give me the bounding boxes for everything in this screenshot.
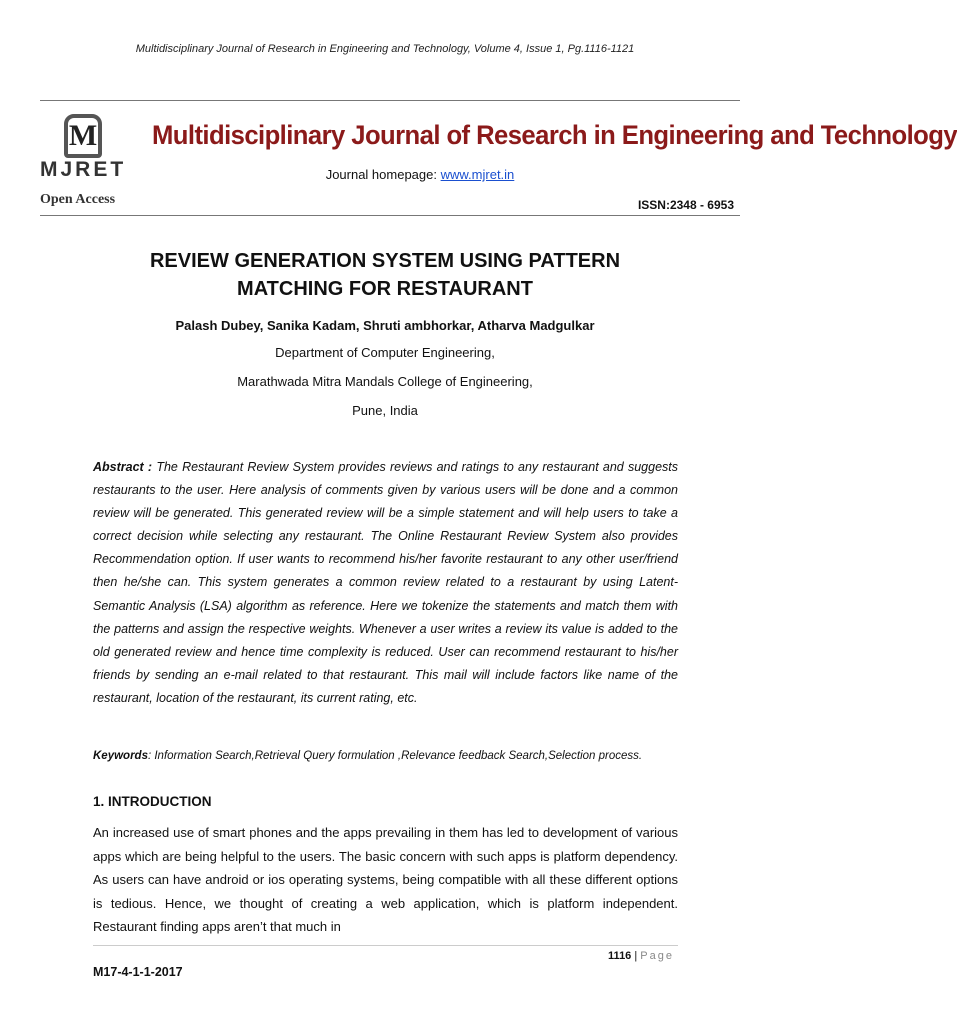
page-number-separator: | [631,950,641,962]
abstract [93,456,678,710]
section-heading-introduction: 1. INTRODUCTION [93,794,212,809]
affiliation-city: Pune, India [352,403,418,418]
abstract-text: The Restaurant Review System provides reviews and ratings to any restaurant and suggests restaurants to the user. Here analysis of comments given by various users will be done and a common review will be generated. This generated review will be a simple statement and will help users to take a correct decision while selecting any restaurant. The Online Restaurant Review System also provides Recommendation option. If user wants to recommend his/her favorite restaurant to any other user/friend then he/she can. This system generates a common review related to a restaurant by using Latent-Semantic Analysis (LSA) algorithm as reference. Here we tokenize the statements and match them with the patterns and assign the respective weights. Whenever a user writes a review its value is added to the old generated review and hence time complexity is reduced. User can recommend restaurant to his/her friends by sending an e-mail related to that restaurant. This mail will include factors like name of the restaurant, location of the restaurant, its current rating, etc. [93,460,678,705]
masthead-rule [40,215,740,216]
author-list: Palash Dubey, Sanika Kadam, Shruti ambhorkar, Atharva Madgulkar [175,318,595,333]
keywords-text: : Information Search,Retrieval Query formulation ,Relevance feedback Search,Selection process. [147,750,643,762]
page-label: Page [640,950,674,962]
paper-title-line-2: MATCHING FOR RESTAURANT [237,278,533,300]
journal-title: Multidisciplinary Journal of Research in Engineering and Technology [152,120,957,150]
journal-logo [40,108,150,208]
footer-rule [93,945,678,946]
affiliation-college: Marathwada Mitra Mandals College of Engineering, [237,374,533,389]
abstract-label: Abstract : [93,460,157,474]
keywords [93,748,678,764]
paper-title [60,247,710,303]
homepage-label: Journal homepage: [325,167,441,182]
issn: ISSN:2348 - 6953 [637,198,734,212]
journal-homepage [0,167,770,182]
logo-text: MJRET [40,158,127,181]
introduction-paragraph: An increased use of smart phones and the apps prevailing in them has led to development of various apps which are being helpful to the users. The basic concern with such apps is platform dependency. As users can have android or ios operating systems, being compatible with all these different options is tedious. Hence, we thought of creating a web application, which is platform independent. Restaurant finding apps aren’t that much in [93,825,678,934]
running-header: Multidisciplinary Journal of Research in Engineering and Technology, Volume 4, Issue 1, Pg.1116-1121 [135,43,635,55]
homepage-link[interactable]: www.mjret.in [440,167,515,182]
logo-mark-icon: M [64,114,102,158]
keywords-label: Keywords [93,750,148,762]
paper-title-line-1: REVIEW GENERATION SYSTEM USING PATTERN [149,250,621,272]
affiliation-department: Department of Computer Engineering, [275,345,495,360]
page-number [608,950,674,962]
manuscript-id: M17-4-1-1-2017 [93,965,183,979]
open-access-label: Open Access [40,192,116,207]
page-number-value: 1116 [608,950,632,962]
header-rule [40,100,740,101]
